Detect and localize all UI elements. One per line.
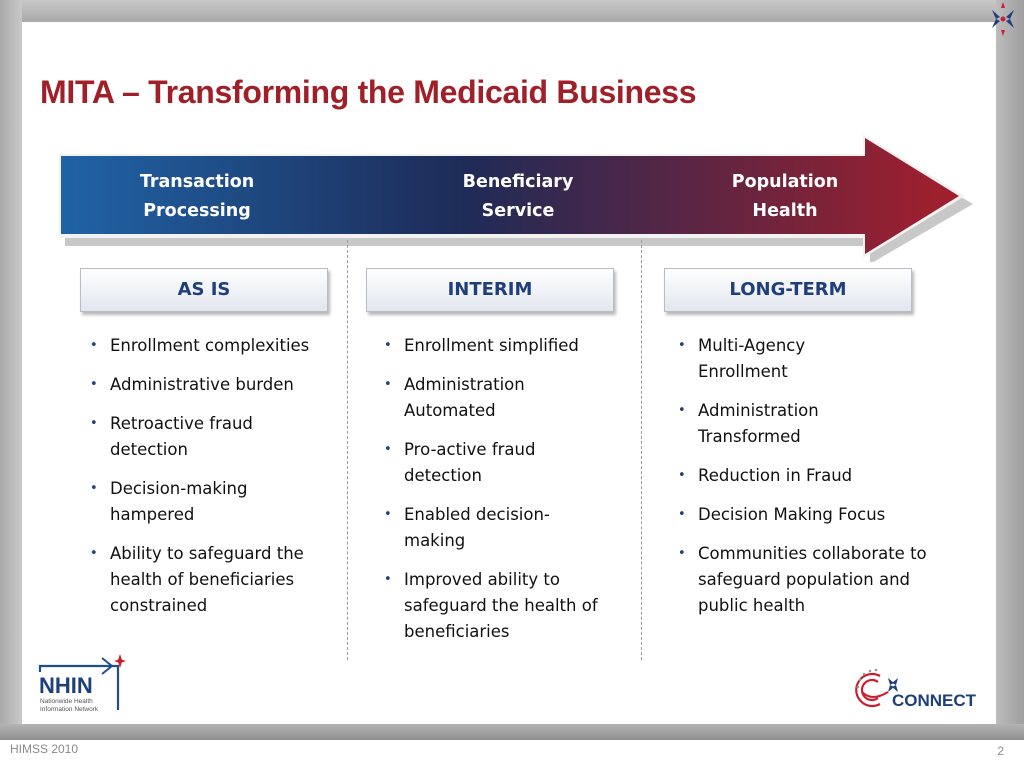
list-item: • Administration Automated	[380, 372, 554, 424]
list-item: • Enrollment complexities	[86, 333, 334, 359]
slide-frame-right	[996, 0, 1024, 740]
header-long-term: LONG-TERM	[664, 268, 912, 312]
nhin-tagline-2: Information Network	[40, 706, 99, 713]
list-item: • Administrative burden	[86, 372, 334, 398]
list-item: • Enabled decision-making	[380, 502, 574, 554]
list-item: • Reduction in Fraud	[674, 463, 924, 489]
nhin-tagline-1: Nationwide Health	[40, 698, 93, 705]
interim-list	[380, 333, 620, 658]
stage-line2: Processing	[143, 201, 251, 221]
slide-frame-bottom	[0, 724, 1024, 740]
list-item: • Pro-active fraud detection	[380, 437, 564, 489]
list-item: • Ability to safeguard the health of beneficiaries constrained	[86, 541, 320, 619]
stage-beneficiary-service	[438, 168, 598, 226]
connect-logo	[854, 666, 990, 712]
list-item: • Decision-making hampered	[86, 476, 280, 528]
column-divider	[641, 240, 642, 660]
stage-line2: Service	[481, 201, 555, 221]
as-is-list	[86, 333, 334, 632]
list-item: • Administration Transformed	[674, 398, 858, 450]
column-divider	[347, 240, 348, 660]
header-as-is: AS IS	[80, 268, 328, 312]
star-icon	[988, 2, 1018, 36]
stage-transaction-processing	[117, 168, 277, 226]
list-item: • Multi-Agency Enrollment	[674, 333, 838, 385]
nhin-logo	[36, 652, 136, 714]
list-item: • Communities collaborate to safeguard population and public health	[674, 541, 938, 619]
slide-frame-top	[0, 0, 1004, 22]
header-interim: INTERIM	[366, 268, 614, 312]
stage-line1: Population	[731, 172, 839, 192]
page-number: 2	[997, 744, 1004, 758]
list-item: • Improved ability to safeguard the health of beneficiaries	[380, 567, 619, 645]
page-title: MITA – Transforming the Medicaid Business	[40, 74, 697, 110]
footer-event: HIMSS 2010	[10, 742, 79, 756]
stage-population-health	[705, 168, 865, 226]
stage-line1: Beneficiary	[462, 172, 574, 192]
list-item: • Decision Making Focus	[674, 502, 924, 528]
long-term-list	[674, 333, 927, 632]
slide-frame-left	[0, 0, 22, 740]
stage-line2: Health	[752, 201, 818, 221]
connect-wordmark: CONNECT	[892, 691, 977, 710]
stage-line1: Transaction	[139, 172, 255, 192]
list-item: • Enrollment simplified	[380, 333, 620, 359]
nhin-wordmark: NHIN	[39, 673, 93, 698]
list-item: • Retroactive fraud detection	[86, 411, 280, 463]
